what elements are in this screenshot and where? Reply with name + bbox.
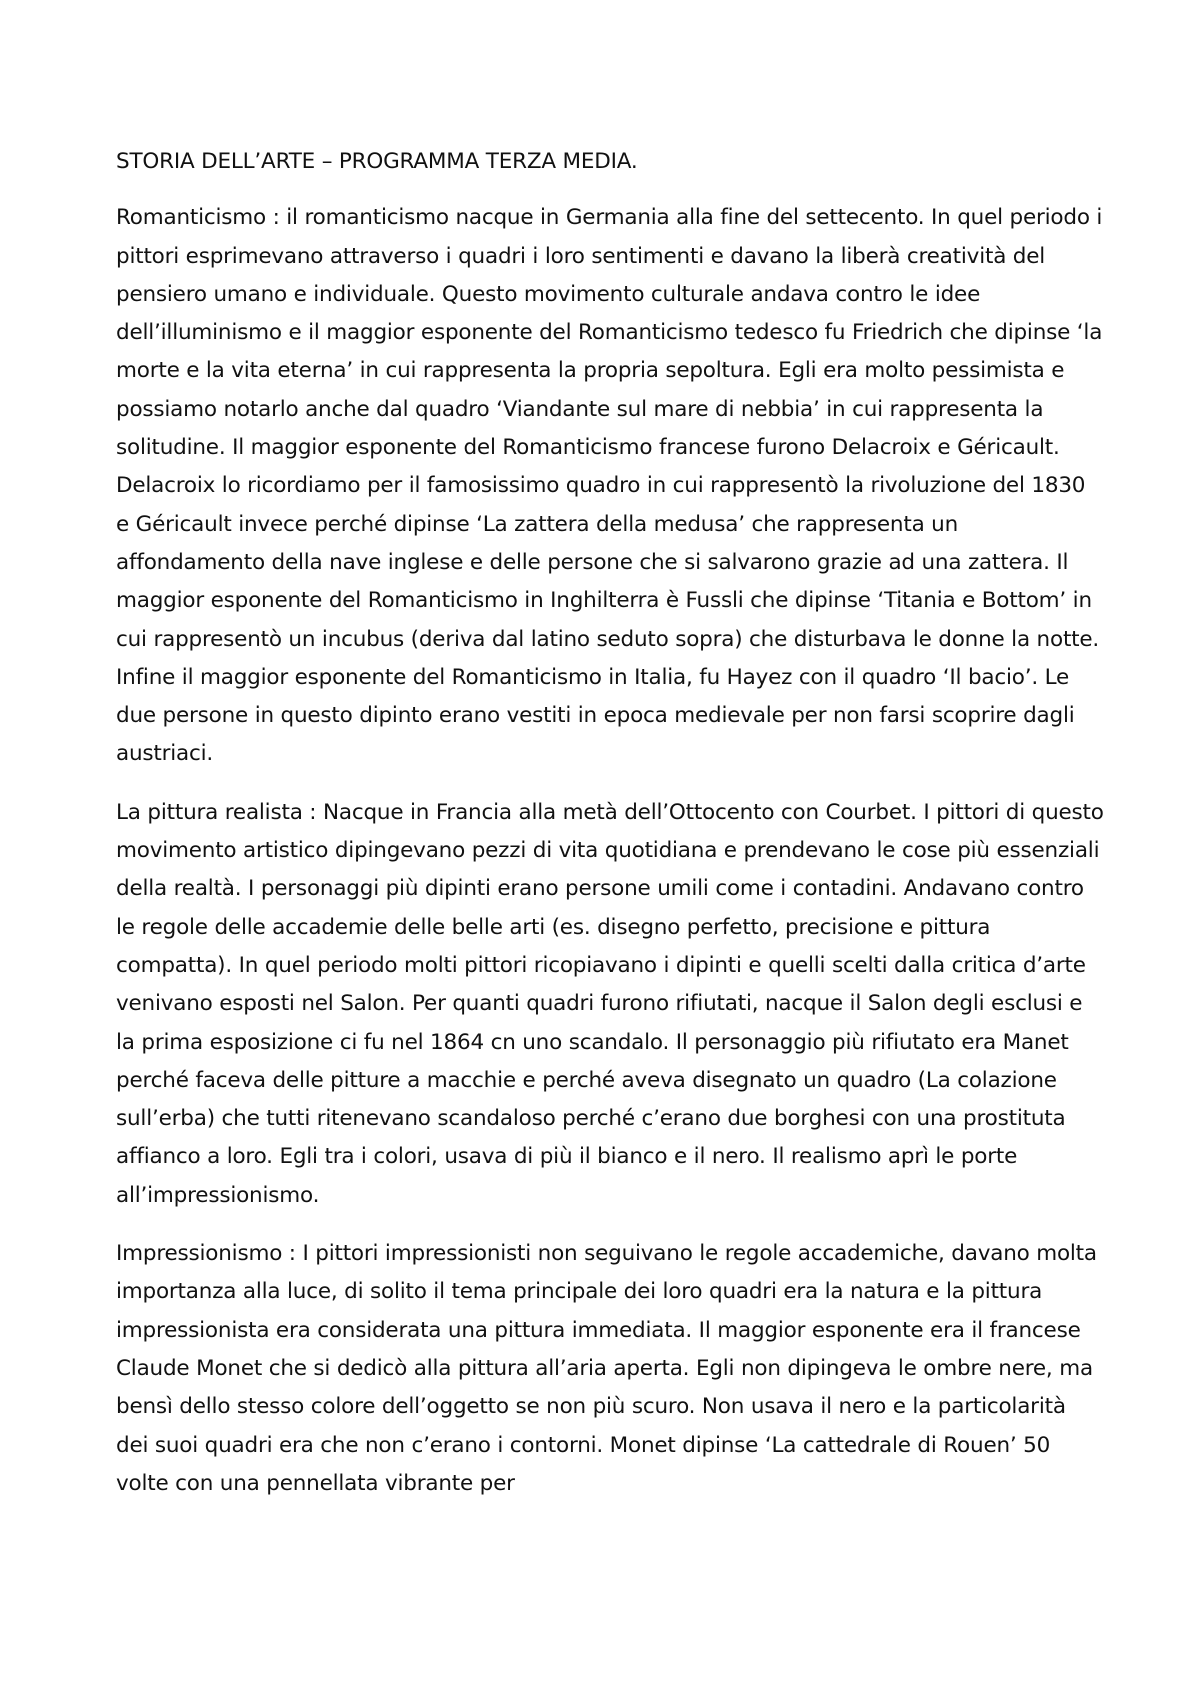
paragraph-pittura-realista: La pittura realista : Nacque in Francia alla metà dell’Ottocento con Courbet. I pittori di questo movimento artistico dipingevano pezzi di vita quotidiana e prendevano le cose più essenziali della realtà. I personaggi più dipinti erano persone umili come i contadini. Andavano contro le regole delle accademie delle belle arti (es. disegno perfetto, precisione e pittura compatta). In quel periodo molti pittori ricopiavano i dipinti e quelli scelti dalla critica d’arte venivano esposti nel Salon. Per quanti quadri furono rifiutati, nacque il Salon degli esclusi e la prima esposizione ci fu nel 1864 cn uno scandalo. Il personaggio più rifiutato era Manet perché faceva delle pitture a macchie e perché aveva disegnato un quadro (La colazione sull’erba) che tutti ritenevano scandaloso perché c’erano due borghesi con una prostituta affianco a loro. Egli tra i colori, usava di più il bianco e il nero. Il realismo aprì le porte all’impressionismo. <box>116 799 1104 1208</box>
document-title: STORIA DELL’ARTE – PROGRAMMA TERZA MEDIA. <box>116 149 638 174</box>
paragraph-romanticismo: Romanticismo : il romanticismo nacque in Germania alla fine del settecento. In quel periodo i pittori esprimevano attraverso i quadri i loro sentimenti e davano la liberà creatività del pensiero umano e individuale. Questo movimento culturale andava contro le idee dell’illuminismo e il maggior esponente del Romanticismo tedesco fu Friedrich che dipinse ‘la morte e la vita eterna’ in cui rappresenta la propria sepoltura. Egli era molto pessimista e possiamo notarlo anche dal quadro ‘Viandante sul mare di nebbia’ in cui rappresenta la solitudine. Il maggior esponente del Romanticismo francese furono Delacroix e Géricault. Delacroix lo ricordiamo per il famosissimo quadro in cui rappresentò la rivoluzione del 1830 e Géricault invece perché dipinse ‘La zattera della medusa’ che rappresenta un affondamento della nave inglese e delle persone che si salvarono grazie ad una zattera. Il maggior esponente del Romanticismo in Inghilterra è Fussli che dipinse ‘Titania e Bottom’ in cui rappresentò un incubus (deriva dal latino seduto sopra) che disturbava le donne la notte. Infine il maggior esponente del Romanticismo in Italia, fu Hayez con il quadro ‘Il bacio’. Le due persone in questo dipinto erano vestiti in epoca medievale per non farsi scoprire dagli austriaci. <box>116 205 1103 767</box>
paragraph-impressionismo: Impressionismo : I pittori impressionisti non seguivano le regole accademiche, davano molta importanza alla luce, di solito il tema principale dei loro quadri era la natura e la pittura impressionista era considerata una pittura immediata. Il maggior esponente era il francese Claude Monet che si dedicò alla pittura all’aria aperta. Egli non dipingeva le ombre nere, ma bensì dello stesso colore dell’oggetto se non più scuro. Non usava il nero e la particolarità dei suoi quadri era che non c’erano i contorni. Monet dipinse ‘La cattedrale di Rouen’ 50 volte con una pennellata vibrante per <box>116 1241 1097 1496</box>
